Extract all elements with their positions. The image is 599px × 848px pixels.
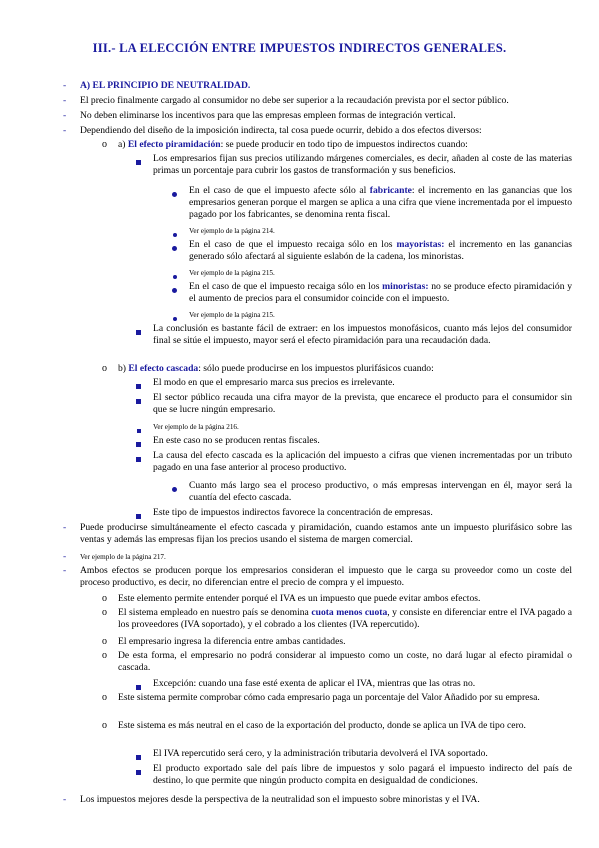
list-item: El empresario ingresa la diferencia entre ambas cantidades.: [118, 636, 346, 647]
square-bullet-icon: [136, 157, 141, 169]
list-item: La conclusión es bastante fácil de extraer: en los impuestos monofásicos, cuanto más lejos del consumidor final se sitúe el impuesto, mayor será el efecto piramidación para una recaudación dada.: [153, 323, 572, 346]
item-text: : el incremento en las ganancias que los empresarios generan porque el margen se aplica a una cifra que viene incrementada por el impuesto pagado por los fabricantes, se denomina renta fiscal.: [189, 185, 572, 220]
list-item: Cuanto más largo sea el proceso productivo, o más empresas intervengan en él, mayor será la cuantía del efecto cascada.: [189, 480, 572, 503]
list-item-minoristas: [189, 281, 572, 305]
dash-marker: -: [63, 80, 67, 91]
list-item-efecto-piramidacion: [118, 139, 568, 151]
term-efecto-piramidacion: El efecto piramidación: [127, 139, 221, 150]
term-efecto-cascada: El efecto cascada: [128, 363, 199, 374]
round-bullet-icon: [172, 484, 177, 496]
list-item: El modo en que el empresario marca sus precios es irrelevante.: [153, 377, 395, 388]
circle-marker: o: [102, 363, 107, 374]
item-letter: b): [118, 363, 126, 374]
list-item: Excepción: cuando una fase esté exenta de aplicar el IVA, mientras que las otras no.: [153, 678, 476, 689]
circle-marker: o: [102, 139, 107, 150]
list-item: Los empresarios fijan sus precios utilizando márgenes comerciales, es decir, añaden al coste de las materias primas un porcentaje para cubrir los gastos de transformación y sus beneficios.: [153, 153, 572, 176]
square-bullet-icon: [136, 454, 141, 466]
circle-marker: o: [102, 650, 107, 661]
round-bullet-icon: [173, 271, 177, 283]
circle-marker: o: [102, 692, 107, 703]
item-text: : se puede producir en todo tipo de impuestos indirectos cuando:: [220, 139, 468, 150]
dash-marker: -: [63, 794, 67, 805]
term-fabricante: fabricante: [369, 185, 412, 196]
item-text: el incremento en las ganancias generado sólo afectará al siguiente eslabón de la cadena, los minoristas.: [189, 239, 572, 262]
list-item-efecto-cascada: [118, 363, 568, 375]
square-bullet-icon: [136, 439, 141, 451]
list-item: El sector público recauda una cifra mayor de la prevista, que encarece el producto para el consumidor sin que se lucre ningún empresario.: [153, 392, 572, 415]
dash-marker: -: [63, 522, 67, 533]
item-letter: a): [118, 139, 126, 150]
list-item-mayoristas: [189, 239, 572, 263]
square-bullet-icon: [136, 327, 141, 339]
item-text: En el caso de que el impuesto recaiga sólo en los: [189, 281, 383, 292]
dash-marker: -: [63, 95, 67, 106]
circle-marker: o: [102, 607, 107, 618]
circle-marker: o: [102, 636, 107, 647]
square-bullet-icon: [136, 752, 141, 764]
page-reference: Ver ejemplo de la página 214.: [189, 227, 275, 235]
page-title: III.- LA ELECCIÓN ENTRE IMPUESTOS INDIRECTOS GENERALES.: [92, 41, 507, 55]
paragraph: Dependiendo del diseño de la imposición indirecta, tal cosa puede ocurrir, debido a dos efectos diversos:: [80, 125, 482, 136]
round-bullet-icon: [173, 229, 177, 241]
list-item-fabricante: [189, 185, 572, 221]
item-text: En el caso de que el impuesto recaiga sólo en los: [189, 239, 397, 250]
paragraph: Ambos efectos se producen porque los empresarios consideran el impuesto que le carga su proveedor como un coste del proceso productivo, es decir, no diferencian entre el precio de compra y el impuesto.: [80, 565, 572, 588]
list-item: La causa del efecto cascada es la aplicación del impuesto a cifras que vienen incrementadas por un tributo pagado en una fase anterior al proceso productivo.: [153, 450, 572, 473]
list-item: El producto exportado sale del país libre de impuestos y solo pagará el impuesto indirecto del país de destino, lo que permite que ningún producto compita en desigualdad de condiciones.: [153, 763, 572, 786]
page-reference: Ver ejemplo de la página 217.: [80, 553, 166, 561]
page-reference: Ver ejemplo de la página 215.: [189, 311, 275, 319]
item-text: : sólo puede producirse en los impuestos plurifásicos cuando:: [198, 363, 434, 374]
term-mayoristas: mayoristas:: [396, 239, 445, 250]
item-text: En el caso de que el impuesto afecte sólo al: [189, 185, 370, 196]
square-bullet-icon: [136, 767, 141, 779]
term-minoristas: minoristas:: [382, 281, 429, 292]
page-reference: Ver ejemplo de la página 215.: [189, 269, 275, 277]
item-text: no se produce efecto piramidación y el aumento de precios para el consumidor coincide con el impuesto.: [189, 281, 572, 304]
list-item: En este caso no se producen rentas fiscales.: [153, 435, 320, 446]
paragraph: El precio finalmente cargado al consumidor no debe ser superior a la recaudación prevista por el sector público.: [80, 95, 509, 106]
round-bullet-icon: [172, 189, 177, 201]
item-text: , y consiste en diferenciar entre el IVA pagado a los proveedores (IVA soportado), y el cobrado a los clientes (IVA repercutido).: [118, 607, 572, 630]
list-item: Este sistema permite comprobar cómo cada empresario paga un porcentaje del Valor Añadido por su empresa.: [118, 692, 540, 703]
list-item: Este elemento permite entender porqué el IVA es un impuesto que puede evitar ambos efectos.: [118, 593, 481, 604]
round-bullet-icon: [172, 285, 177, 297]
circle-marker: o: [102, 593, 107, 604]
term-cuota-menos-cuota: cuota menos cuota: [311, 607, 388, 618]
square-bullet-icon: [136, 381, 141, 393]
round-bullet-icon: [172, 243, 177, 255]
item-text: El sistema empleado en nuestro país se denomina: [118, 607, 312, 618]
dash-marker: -: [63, 551, 67, 562]
list-item: De esta forma, el empresario no podrá considerar al impuesto como un coste, no dará lugar al efecto piramidal o cascada.: [118, 650, 572, 673]
paragraph: Puede producirse simultáneamente el efecto cascada y piramidación, cuando estamos ante un impuesto plurifásico sobre las ventas y además las empresas fijan los precios usando el sistema de margen comercial.: [80, 522, 572, 545]
dash-marker: -: [63, 110, 67, 121]
list-item: El IVA repercutido será cero, y la administración tributaria devolverá el IVA soportado.: [153, 748, 488, 759]
dash-marker: -: [63, 565, 67, 576]
paragraph: No deben eliminarse los incentivos para que las empresas empleen formas de integración vertical.: [80, 110, 456, 121]
section-heading: A) EL PRINCIPIO DE NEUTRALIDAD.: [80, 80, 251, 91]
square-bullet-icon: [136, 396, 141, 408]
list-item: Este tipo de impuestos indirectos favorece la concentración de empresas.: [153, 507, 433, 518]
list-item: Este sistema es más neutral en el caso de la exportación del producto, donde se aplica un IVA de tipo cero.: [118, 720, 526, 731]
dash-marker: -: [63, 125, 67, 136]
square-bullet-icon: [137, 425, 141, 437]
list-item-cuota-menos-cuota: [118, 607, 572, 631]
paragraph: Los impuestos mejores desde la perspectiva de la neutralidad son el impuesto sobre minoristas y el IVA.: [80, 794, 480, 805]
circle-marker: o: [102, 720, 107, 731]
page-reference: Ver ejemplo de la página 216.: [153, 423, 239, 431]
